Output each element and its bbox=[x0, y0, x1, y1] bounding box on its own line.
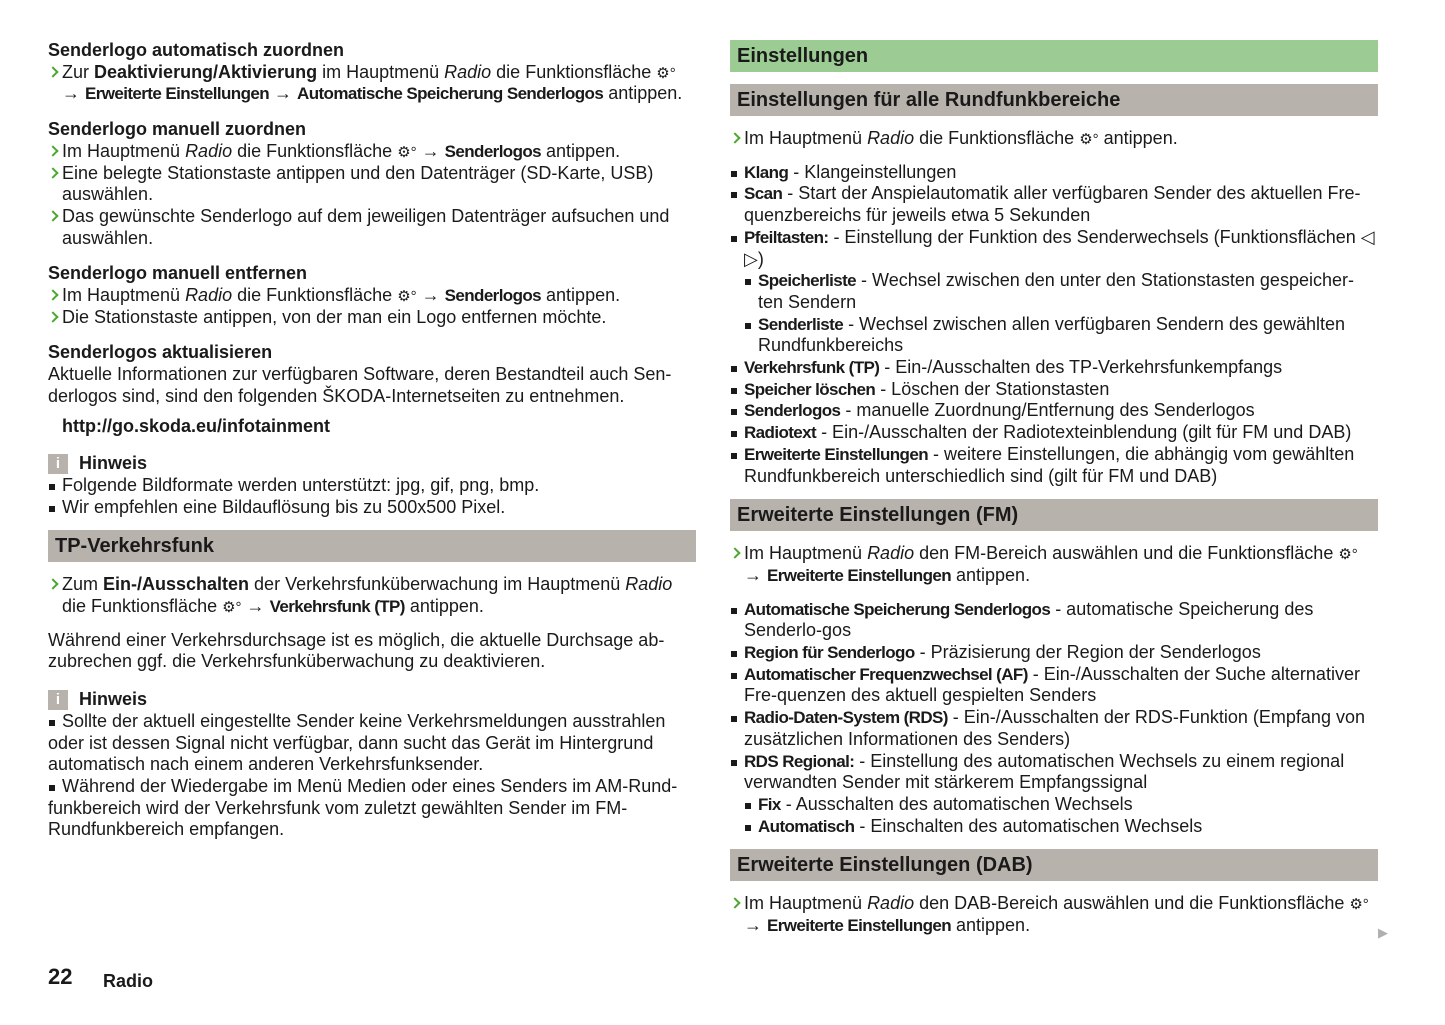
note-title bbox=[48, 453, 696, 475]
instruction-step bbox=[48, 574, 696, 617]
section-heading: Erweiterte Einstellungen (FM) bbox=[730, 499, 1378, 531]
text: antippen. bbox=[951, 915, 1031, 936]
list-item bbox=[730, 707, 1378, 750]
instruction-step bbox=[730, 128, 1378, 150]
list-item bbox=[730, 357, 1378, 379]
function-label: Erweiterte Einstellungen bbox=[85, 84, 269, 104]
text: - Ein-/Ausschalten der Suche alternativer Fre-quenzen des aktuell gespielten Senders bbox=[744, 663, 1360, 706]
text: Das gewünschte Senderlogo auf dem jeweiligen Datenträger aufsuchen und auswählen. bbox=[62, 205, 670, 248]
text: antippen. bbox=[603, 83, 683, 104]
note-title-text: Hinweis bbox=[79, 689, 148, 710]
function-label: Senderlogos bbox=[744, 401, 841, 421]
list-item bbox=[730, 379, 1378, 401]
spacer bbox=[48, 618, 696, 630]
function-label: Automatische Speicherung Senderlogos bbox=[744, 599, 1051, 619]
sub-list-item bbox=[744, 314, 1378, 357]
gear-icon: ⚙° bbox=[1349, 896, 1369, 914]
function-label: Erweiterte Einstellungen bbox=[767, 916, 951, 936]
note-title bbox=[48, 689, 696, 711]
text: - manuelle Zuordnung/Entfernung des Senderlogos bbox=[840, 400, 1255, 421]
function-label: Senderlogos bbox=[444, 141, 542, 161]
text: Zur bbox=[62, 61, 95, 82]
list-item bbox=[730, 599, 1378, 642]
info-icon: i bbox=[48, 454, 68, 474]
section-heading: Einstellungen bbox=[730, 40, 1378, 72]
spacer bbox=[48, 518, 696, 530]
note-item: Folgende Bildformate werden unterstützt: jpg, gif, png, bmp. bbox=[48, 475, 696, 497]
text: die Funktionsfläche bbox=[232, 285, 398, 306]
text: Eine belegte Stationstaste antippen und den Datenträger (SD-Karte, USB) auswählen. bbox=[62, 162, 654, 205]
text: im Hauptmenü bbox=[317, 61, 445, 82]
text: - automatische Speicherung des Senderlo-gos bbox=[744, 598, 1314, 641]
note-box bbox=[48, 689, 696, 841]
sub-list-item bbox=[744, 270, 1378, 313]
info-icon: i bbox=[48, 690, 68, 710]
note-item: Während der Wiedergabe im Menü Medien oder eines Senders im AM-Rund-funkbereich wird der Verkehrsfunk vom zuletzt gewählten Sender im FM-Rundfunkbereich empfangen. bbox=[48, 776, 696, 841]
text: → bbox=[416, 140, 445, 161]
function-label: Verkehrsfunk (TP) bbox=[744, 358, 880, 378]
text: antippen. bbox=[541, 285, 621, 306]
paragraph bbox=[48, 630, 696, 673]
instruction-step bbox=[48, 141, 696, 163]
sub-list-item bbox=[744, 794, 1378, 816]
spacer bbox=[730, 587, 1378, 599]
text: Im Hauptmenü bbox=[62, 285, 186, 306]
text: - Einschalten des automatischen Wechsels bbox=[854, 815, 1203, 836]
text: → bbox=[269, 83, 298, 104]
menu-name: Radio bbox=[444, 61, 492, 82]
text: die Funktionsfläche bbox=[914, 128, 1080, 148]
text: - Ausschalten des automatischen Wechsels bbox=[780, 793, 1133, 814]
gear-icon: ⚙° bbox=[397, 288, 417, 306]
note-title-text: Hinweis bbox=[79, 453, 148, 474]
spacer bbox=[48, 562, 696, 574]
text: Im Hauptmenü bbox=[744, 128, 868, 148]
text: - Einstellung des automatischen Wechsels zu einem regional verwandten Sender mit stärkerem Empfangssignal bbox=[744, 750, 1345, 793]
text: Im Hauptmenü bbox=[744, 543, 868, 564]
function-label: Verkehrsfunk (TP) bbox=[269, 597, 405, 617]
text: - Ein-/Ausschalten des TP-Verkehrsfunkempfangs bbox=[879, 357, 1283, 378]
list-item bbox=[730, 183, 1378, 226]
text: - Wechsel zwischen den unter den Stationstasten gespeicher-ten Sendern bbox=[758, 270, 1354, 312]
page-number: 22 bbox=[48, 964, 73, 989]
menu-name: Radio bbox=[185, 285, 233, 306]
note-item: Wir empfehlen eine Bildauflösung bis zu 500x500 Pixel. bbox=[48, 497, 696, 519]
function-label: Ein-/Ausschalten bbox=[103, 574, 250, 595]
gear-icon: ⚙° bbox=[1338, 546, 1358, 564]
text: - Präzisierung der Region der Senderlogos bbox=[914, 642, 1261, 663]
text: Aktuelle Informationen zur verfügbaren Software, deren Bestandteil auch Sen-derlogos sind, sind den folgenden ŠKODA-Internetseiten zu entnehmen. bbox=[48, 364, 672, 406]
list-item bbox=[730, 664, 1378, 707]
function-label: Radiotext bbox=[744, 423, 817, 443]
menu-name: Radio bbox=[867, 128, 915, 148]
text: Im Hauptmenü bbox=[744, 893, 868, 914]
text: → bbox=[744, 564, 768, 585]
function-label: Scan bbox=[744, 184, 783, 204]
subheading: Senderlogos aktualisieren bbox=[48, 342, 273, 363]
instruction-step bbox=[730, 893, 1378, 936]
text: → bbox=[241, 596, 270, 617]
note-item: Sollte der aktuell eingestellte Sender keine Verkehrsmeldungen ausstrahlen oder ist dessen Signal nicht verfügbar, dann sucht das Gerät im Hintergrund automatisch nach einem anderen Verkehrsfunksender. bbox=[48, 711, 696, 776]
text: antippen. bbox=[404, 596, 484, 617]
function-label: Fix bbox=[758, 794, 781, 814]
list-item bbox=[730, 400, 1378, 422]
function-label: Region für Senderlogo bbox=[744, 643, 915, 663]
text: Zum bbox=[62, 574, 104, 595]
list-item bbox=[730, 162, 1378, 184]
function-label: Klang bbox=[744, 162, 789, 182]
function-label: Pfeiltasten: bbox=[744, 227, 829, 247]
instruction-step bbox=[730, 543, 1378, 586]
subheading: Senderlogo manuell zuordnen bbox=[48, 119, 307, 140]
spacer bbox=[730, 150, 1378, 162]
text: - Wechsel zwischen allen verfügbaren Sendern des gewählten Rundfunkbereichs bbox=[758, 313, 1346, 356]
function-label: Radio-Daten-System (RDS) bbox=[744, 708, 948, 728]
function-label: Automatischer Frequenzwechsel (AF) bbox=[744, 664, 1028, 684]
function-label: Automatisch bbox=[758, 816, 855, 836]
text: der Verkehrsfunküberwachung im Hauptmenü bbox=[249, 574, 626, 595]
text: Im Hauptmenü bbox=[62, 140, 186, 161]
section-heading: TP-Verkehrsfunk bbox=[48, 530, 696, 562]
spacer bbox=[730, 531, 1378, 543]
text: - Ein-/Ausschalten der Radiotexteinblendung (gilt für FM und DAB) bbox=[816, 422, 1352, 443]
function-label: Erweiterte Einstellungen bbox=[767, 565, 951, 585]
text: Die Stationstaste antippen, von der man ein Logo entfernen möchte. bbox=[62, 306, 607, 327]
section-heading: Einstellungen für alle Rundfunkbereiche bbox=[730, 84, 1378, 116]
text: die Funktionsfläche bbox=[491, 61, 657, 82]
function-label: Erweiterte Einstellungen bbox=[744, 444, 928, 464]
right-column bbox=[730, 40, 1378, 937]
note-box bbox=[48, 453, 696, 518]
function-label: Senderlogos bbox=[444, 286, 542, 306]
instruction-step bbox=[48, 62, 696, 105]
text: - Ein-/Ausschalten der RDS-Funktion (Empfang von zusätzlichen Informationen des Senders) bbox=[744, 707, 1365, 749]
instruction-step bbox=[48, 206, 696, 249]
text: antippen. bbox=[951, 564, 1031, 585]
text: - Einstellung der Funktion des Senderwechsels (Funktionsflächen ◁ ▷) bbox=[744, 226, 1375, 269]
text: die Funktionsfläche bbox=[232, 140, 398, 161]
text: Während einer Verkehrsdurchsage ist es möglich, die aktuelle Durchsage ab-zubrechen ggf. die Verkehrsfunküberwachung zu deaktivieren. bbox=[48, 629, 665, 672]
url-link[interactable]: http://go.skoda.eu/infotainment bbox=[62, 415, 330, 436]
gear-icon: ⚙° bbox=[656, 64, 676, 82]
section-heading: Erweiterte Einstellungen (DAB) bbox=[730, 849, 1378, 881]
paragraph bbox=[48, 364, 696, 407]
spacer bbox=[730, 837, 1378, 849]
subheading: Senderlogo manuell entfernen bbox=[48, 263, 308, 284]
text: → bbox=[62, 83, 86, 104]
gear-icon: ⚙° bbox=[397, 143, 417, 161]
chapter-title: Radio bbox=[103, 971, 154, 991]
text: den FM-Bereich auswählen und die Funktionsfläche bbox=[914, 543, 1339, 564]
triangle-right-icon: ▶ bbox=[1378, 925, 1388, 940]
text: → bbox=[744, 915, 768, 936]
function-label: RDS Regional: bbox=[744, 751, 855, 771]
text: antippen. bbox=[541, 140, 621, 161]
list-item bbox=[730, 751, 1378, 794]
function-label: Deaktivierung/Aktivierung bbox=[94, 61, 318, 82]
spacer bbox=[730, 487, 1378, 499]
function-label: Speicherliste bbox=[758, 271, 857, 291]
text: - Klangeinstellungen bbox=[788, 161, 957, 182]
list-item bbox=[730, 444, 1378, 487]
menu-name: Radio bbox=[185, 140, 233, 161]
spacer bbox=[730, 72, 1378, 84]
list-item bbox=[730, 422, 1378, 444]
text: → bbox=[416, 285, 445, 306]
menu-name: Radio bbox=[625, 574, 673, 595]
text: - weitere Einstellungen, die abhängig vom gewählten Rundfunkbereich unterschiedlich sind (gilt für FM und DAB) bbox=[744, 443, 1355, 486]
spacer bbox=[730, 881, 1378, 893]
subheading: Senderlogo automatisch zuordnen bbox=[48, 40, 345, 60]
menu-name: Radio bbox=[867, 543, 915, 564]
gear-icon: ⚙° bbox=[222, 599, 242, 617]
instruction-step bbox=[48, 163, 696, 206]
text: antippen. bbox=[1098, 128, 1178, 148]
function-label: Senderliste bbox=[758, 314, 844, 334]
left-column bbox=[48, 40, 696, 841]
spacer bbox=[730, 116, 1378, 128]
sub-list-item bbox=[744, 816, 1378, 838]
gear-icon: ⚙° bbox=[1079, 131, 1099, 148]
instruction-step bbox=[48, 285, 696, 307]
instruction-step bbox=[48, 307, 696, 329]
text: - Löschen der Stationstasten bbox=[875, 378, 1110, 399]
text: - Start der Anspielautomatik aller verfügbaren Sender des aktuellen Fre-quenzbereichs für jeweils etwa 5 Sekunden bbox=[744, 183, 1361, 226]
function-label: Speicher löschen bbox=[744, 379, 876, 399]
text: den DAB-Bereich auswählen und die Funktionsfläche bbox=[914, 893, 1350, 914]
menu-name: Radio bbox=[867, 893, 915, 914]
list-item bbox=[730, 227, 1378, 270]
text: die Funktionsfläche bbox=[62, 596, 223, 617]
function-label: Automatische Speicherung Senderlogos bbox=[297, 84, 604, 104]
list-item bbox=[730, 642, 1378, 664]
